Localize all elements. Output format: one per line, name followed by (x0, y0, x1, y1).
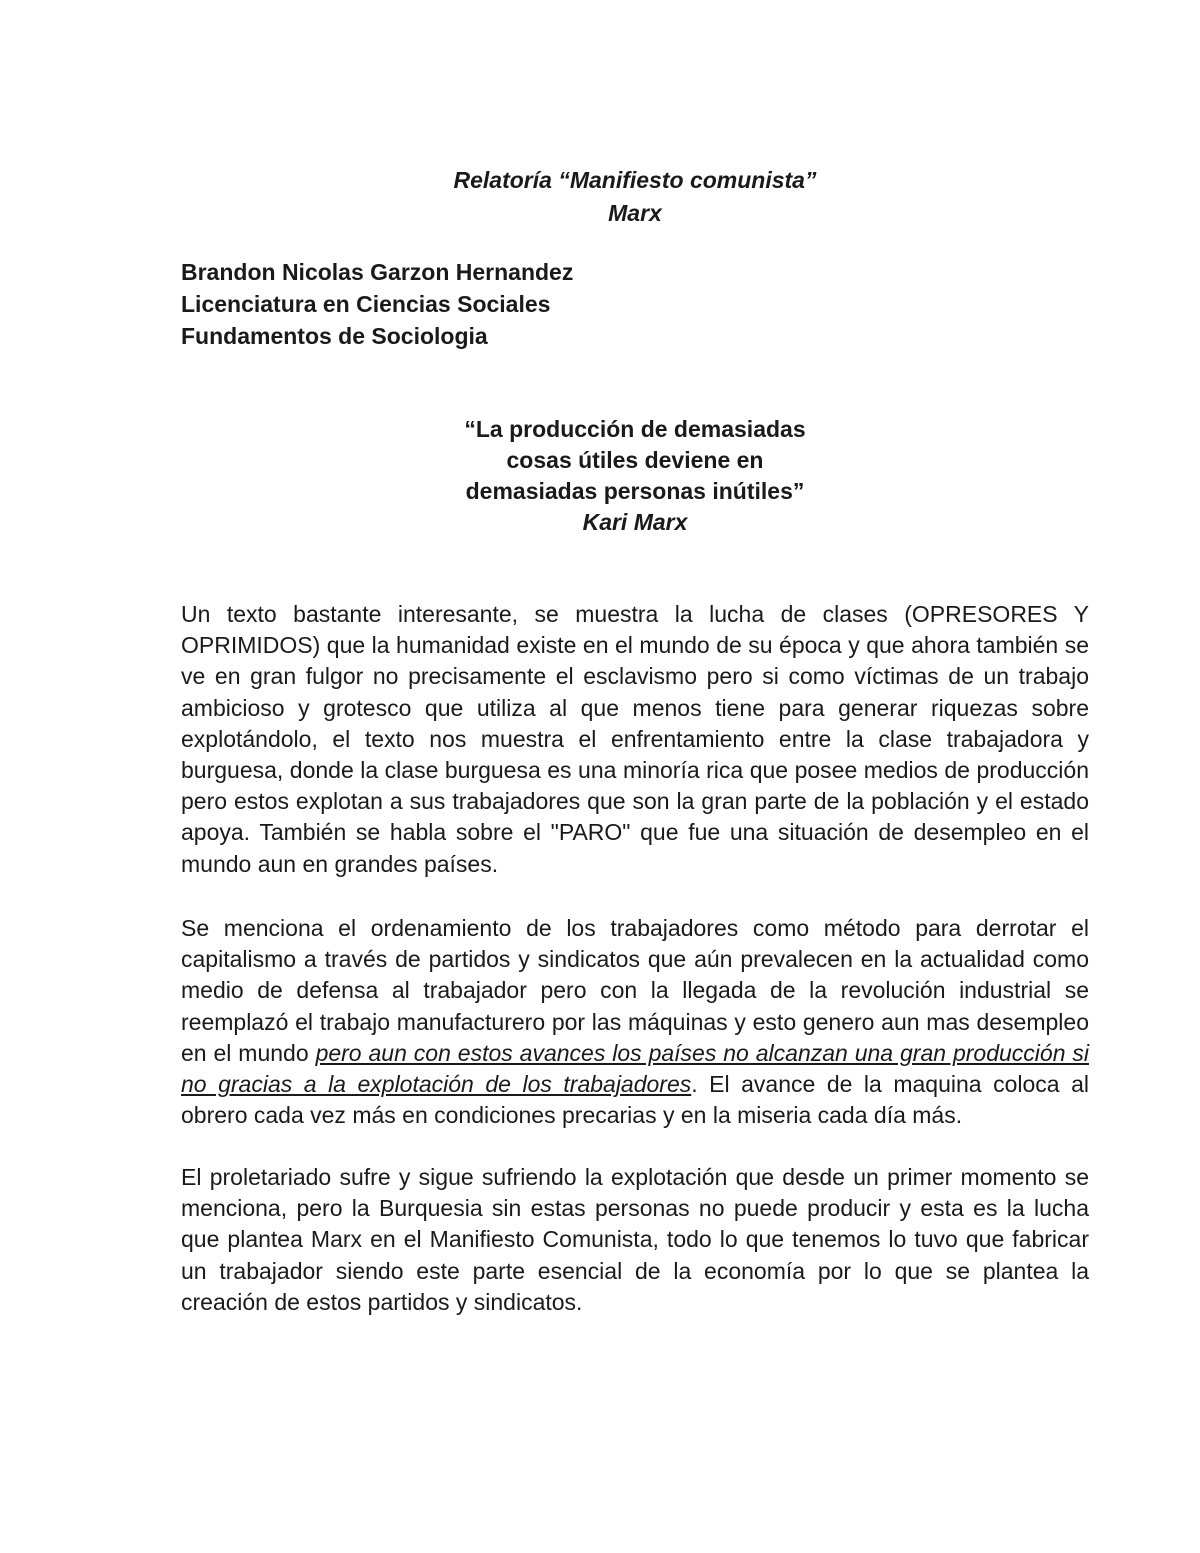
author-program: Licenciatura en Ciencias Sociales (181, 291, 551, 317)
epigraph-quote (0, 414, 1200, 538)
epigraph-line: demasiadas personas inútiles” (465, 478, 805, 504)
author-name: Brandon Nicolas Garzon Hernandez (181, 259, 574, 285)
title-line: Relatoría “Manifiesto comunista” (453, 167, 817, 193)
title-author: Marx (608, 200, 662, 226)
epigraph-attribution: Kari Marx (582, 509, 688, 535)
epigraph-line: “La producción de demasiadas (464, 416, 806, 442)
paragraph-text: Se menciona el ordenamiento de los trabajadores como método para derrotar el capitalismo a través de partidos y sindicatos que aún prevalecen en la actualidad como medio de defensa al trabajador pero con la llegada de la revolución industrial se reemplazó el trabajo manufacturero por las máquinas y esto genero aun mas desempleo en el mundo (181, 915, 1089, 1066)
body-paragraph-3: El proletariado sufre y sigue sufriendo la explotación que desde un primer momento se menciona, pero la Burquesia sin estas personas no puede producir y esta es la lucha que plantea Marx en el Manifiesto Comunista, todo lo que tenemos lo tuvo que fabricar un trabajador siendo este parte esencial de la economía por lo que se plantea la creación de estos partidos y sindicatos. (181, 1164, 1089, 1315)
paragraph-text: . El avance de la maquina coloca al obrero cada vez más en condiciones precarias y en la miseria cada día más. (181, 1071, 1089, 1129)
author-course: Fundamentos de Sociologia (181, 323, 488, 349)
document-title (0, 164, 1200, 230)
epigraph-line: cosas útiles deviene en (506, 447, 764, 473)
body-paragraph-2 (181, 913, 1089, 1131)
author-info (181, 256, 573, 352)
body-paragraph-1: Un texto bastante interesante, se muestra la lucha de clases (OPRESORES Y OPRIMIDOS) que la humanidad existe en el mundo de su época y que ahora también se ve en gran fulgor no precisamente el esclavismo pero si como víctimas de un trabajo ambicioso y grotesco que utiliza al que menos tiene para generar riquezas sobre explotándolo, el texto nos muestra el enfrentamiento entre la clase trabajadora y burguesa, donde la clase burguesa es una minoría rica que posee medios de producción pero estos explotan a sus trabajadores que son la gran parte de la población y el estado apoya. También se habla sobre el "PARO" que fue una situación de desempleo en el mundo aun en grandes países. (181, 601, 1089, 877)
underlined-emphasis: pero aun con estos avances los países no alcanzan una gran producción si no gracias a la explotación de los trabajadores (181, 1039, 1090, 1098)
